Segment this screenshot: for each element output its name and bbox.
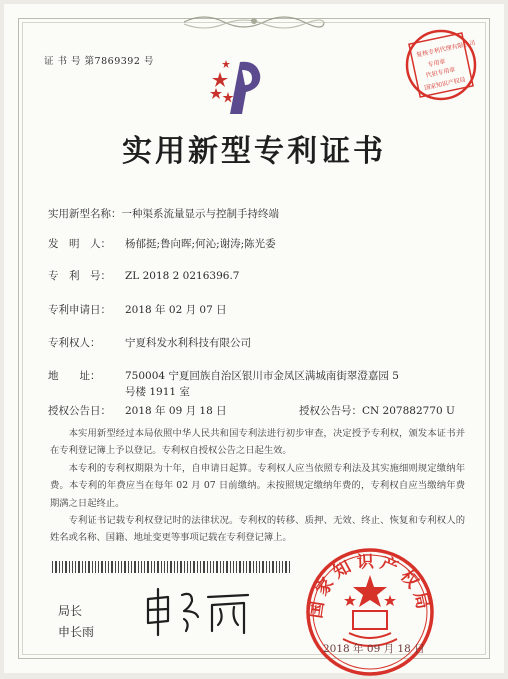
director-title: 局长 <box>58 604 83 618</box>
patent-office-logo-icon <box>206 52 272 118</box>
director-signature <box>140 585 260 639</box>
seal-date: 2018 年 09 月 18 日 <box>323 643 425 655</box>
director-name: 申长雨 <box>58 625 95 639</box>
address-label: 地 址： <box>48 370 101 382</box>
utility-model-name-value: 一种渠系流量显示与控制手持终端 <box>121 208 279 220</box>
notice-paragraph-1: 本实用新型经过本局依照中华人民共和国专利法进行初步审查，决定授予专利权，颁发本证书并在专利登记簿上予以登记。专利权自授权公告之日起生效。 <box>50 428 465 457</box>
grant-date-label: 授权公告日： <box>48 405 111 417</box>
utility-model-name-label: 实用新型名称： <box>48 208 122 220</box>
utility-model-name-row <box>48 206 279 221</box>
filing-date-row <box>48 302 227 317</box>
address-line-2: 号楼 1911 室 <box>125 386 190 398</box>
patentee-row <box>48 335 251 350</box>
top-ornament <box>179 10 329 30</box>
top-seal-line-2: 专用章 <box>427 58 447 69</box>
notice-paragraph-2: 本专利的专利权期限为十年，自申请日起算。专利权人应当依照专利法及其实施细则规定缴纳年费。本专利的年费应当在每年 02 月 07 日前缴纳。未按照规定缴纳年费的，专利权自应当缴纳年费期满之日起终止。 <box>50 462 465 509</box>
state-ip-office-seal-icon <box>303 545 437 679</box>
inventor-label: 发 明 人： <box>48 238 111 250</box>
grant-date-value: 2018 年 09 月 18 日 <box>125 405 227 417</box>
certificate-number: 证 书 号 第7869392 号 <box>44 56 154 67</box>
bottom-seal-text: 国家知识产权局 <box>306 551 434 620</box>
grant-date-row <box>48 403 227 418</box>
top-seal-line-4: 国家知识产权局 <box>423 76 467 92</box>
patent-number-row <box>48 268 239 283</box>
agency-seal-icon <box>404 28 478 102</box>
inventor-row <box>48 236 276 251</box>
patent-number-label: 专 利 号： <box>48 270 111 282</box>
top-seal-line-1: 复核专利代理有限公司 <box>415 39 476 59</box>
address-row <box>48 368 399 383</box>
patentee-value: 宁夏科发水利科技有限公司 <box>125 337 251 349</box>
patent-number-value: ZL 2018 2 0216396.7 <box>125 270 240 282</box>
filing-date-value: 2018 年 02 月 07 日 <box>125 304 227 316</box>
page-title: 实用新型专利证书 <box>122 134 386 169</box>
notice-text <box>50 425 465 547</box>
top-seal-line-3: 代拍专用章 <box>425 66 457 80</box>
grant-number-value: CN 207882770 U <box>362 405 455 417</box>
barcode <box>52 561 292 573</box>
filing-date-label: 专利申请日： <box>48 304 111 316</box>
patentee-label: 专利权人： <box>48 337 101 349</box>
inventor-value: 杨郁挺;鲁向晖;何沁;谢涛;陈光委 <box>125 238 276 250</box>
address-line-1: 750004 宁夏回族自治区银川市金凤区满城南街翠澄嘉园 5 <box>125 370 399 382</box>
grant-number-label: 授权公告号： <box>299 405 362 417</box>
notice-paragraph-3: 专利证书记载专利权登记时的法律状况。专利权的转移、质押、无效、终止、恢复和专利权人的姓名或名称、国籍、地址变更等事项记载在专利登记簿上。 <box>50 515 465 544</box>
grant-number-row <box>299 403 455 418</box>
